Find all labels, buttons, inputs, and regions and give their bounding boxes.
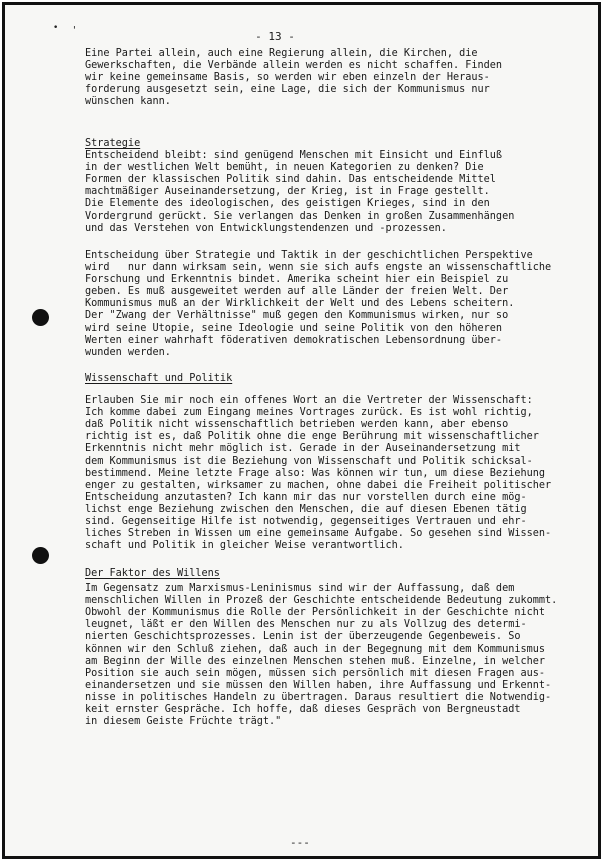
text-line: Der "Zwang der Verhältnisse" muß gegen den Kommunismus wirken, nur so xyxy=(85,310,509,322)
section-wissenschaft-und-politik xyxy=(85,373,580,552)
text-line: wir keine gemeinsame Basis, so werden wir eben einzeln der Heraus- xyxy=(85,72,490,84)
paragraph xyxy=(85,48,580,108)
text-line: Entscheidend bleibt: sind genügend Menschen mit Einsicht und Einfluß xyxy=(85,150,503,162)
text-line: Obwohl der Kommunismus die Rolle der Persönlichkeit in der Geschichte nicht xyxy=(85,607,546,619)
punch-hole xyxy=(32,309,49,326)
text-line: bestimmend. Meine letzte Frage also: Was können wir tun, um diese Beziehung xyxy=(85,467,546,479)
text-line: Entscheidung anzutasten? Ich kann mir das nur vorstellen durch eine mög- xyxy=(85,491,527,503)
text-line: schaft und Politik in gleicher Weise verantwortlich. xyxy=(85,540,404,552)
text-line: Ich komme dabei zum Eingang meines Vortrages zurück. Es ist wohl richtig, xyxy=(85,407,533,419)
section-heading: Der Faktor des Willens xyxy=(85,568,220,579)
text-line: liches Streben in Wissen um eine gemeinsame Aufgabe. So gesehen sind Wissen- xyxy=(85,528,552,540)
text-line: Eine Partei allein, auch eine Regierung allein, die Kirchen, die xyxy=(85,48,478,59)
text-line: einandersetzen und sie müssen den Willen haben, ihre Auffassung und Erkennt- xyxy=(85,679,552,691)
text-line: machtmäßiger Auseinandersetzung, der Krieg, ist in Frage gestellt. xyxy=(85,186,490,198)
text-line: Im Gegensatz zum Marxismus-Leninismus sind wir der Auffassung, daß dem xyxy=(85,583,515,595)
text-line: in diesem Geiste Früchte trägt." xyxy=(85,716,282,728)
text-line: am Beginn der Wille des einzelnen Menschen stehen muß. Einzelne, in welcher xyxy=(85,655,546,667)
text-line: Erlauben Sie mir noch ein offenes Wort an die Vertreter der Wissenschaft: xyxy=(85,395,533,407)
text-line: in der westlichen Welt bemüht, in neuen Kategorien zu denken? Die xyxy=(85,162,484,174)
text-line: wird nur dann wirksam sein, wenn sie sich aufs engste an wissenschaftliche xyxy=(85,262,552,274)
section-faktor-des-willens xyxy=(85,568,580,728)
page-number: - 13 - xyxy=(255,30,295,43)
punch-hole xyxy=(32,547,49,564)
text-line: Vordergrund gerückt. Sie verlangen das Denken in großen Zusammenhängen xyxy=(85,210,515,222)
text-line: wunden werden. xyxy=(85,346,171,358)
text-line: Formen der klassischen Politik sind dahin. Das entscheidende Mittel xyxy=(85,174,496,186)
text-line: wird seine Utopie, seine Ideologie und seine Politik von den höheren xyxy=(85,322,503,334)
text-line: nierten Geschichtsprozesses. Lenin ist der überzeugende Gegenbeweis. So xyxy=(85,631,521,643)
section-strategie xyxy=(85,138,580,235)
text-line: Erkenntnis nicht mehr möglich ist. Gerade in der Auseinandersetzung mit xyxy=(85,443,521,455)
text-line: keit ernster Gespräche. Ich hoffe, daß dieses Gespräch von Bergneustadt xyxy=(85,704,521,716)
text-line: dem Kommunismus ist die Beziehung von Wissenschaft und Politik schicksal- xyxy=(85,455,533,467)
text-line: nisse in politisches Handeln zu übertragen. Daraus resultiert die Notwendig- xyxy=(85,691,552,703)
text-line: geben. Es muß ausgeweitet werden auf alle Länder der freien Welt. Der xyxy=(85,286,509,298)
text-line: Position sie auch sein mögen, müssen sich persönlich mit diesen Fragen aus- xyxy=(85,667,546,679)
document-page xyxy=(2,2,601,859)
text-line: Die Elemente des ideologischen, des geistigen Krieges, sind in den xyxy=(85,198,490,210)
text-line: und das Verstehen von Entwicklungstendenzen und -prozessen. xyxy=(85,222,447,234)
text-line: daß Politik nicht wissenschaftlich betrieben werden kann, aber ebenso xyxy=(85,419,509,431)
section-heading: Strategie xyxy=(85,138,141,149)
text-line: forderung ausgesetzt sein, eine Lage, die sich der Kommunismus nur xyxy=(85,84,490,96)
text-line: menschlichen Willen in Prozeß der Geschichte entscheidende Bedeutung zukommt. xyxy=(85,595,558,607)
text-line: lichst enge Beziehung zwischen den Menschen, die auf diesen Ebenen tätig xyxy=(85,503,527,515)
text-line: Gewerkschaften, die Verbände allein werden es nicht schaffen. Finden xyxy=(85,60,503,72)
text-line: wünschen kann. xyxy=(85,96,171,108)
closing-mark: --- xyxy=(290,836,310,849)
stray-mark-dot: • xyxy=(53,23,59,33)
text-line: Forschung und Erkenntnis bindet. Amerika scheint hier ein Beispiel zu xyxy=(85,274,509,286)
section-heading: Wissenschaft und Politik xyxy=(85,373,233,384)
text-line: Kommunismus muß an der Wirklichkeit der Welt und des Lebens scheitern. xyxy=(85,298,515,310)
text-line: leugnet, läßt er den Willen des Menschen nur zu als Vollzug des determi- xyxy=(85,619,527,631)
text-line: können wir den Schluß ziehen, daß auch in der Begegnung mit dem Kommunismus xyxy=(85,643,546,655)
paragraph xyxy=(85,250,580,359)
stray-mark-tick: ' xyxy=(73,25,76,36)
text-line: sind. Gegenseitige Hilfe ist notwendig, gegenseitiges Vertrauen und ehr- xyxy=(85,516,527,528)
text-line: Entscheidung über Strategie und Taktik in der geschichtlichen Perspektive xyxy=(85,250,533,261)
text-line: richtig ist es, daß Politik ohne die enge Berührung mit wissenschaftlicher xyxy=(85,431,539,443)
text-line: Werten einer wahrhaft föderativen demokratischen Lebensordnung über- xyxy=(85,334,503,346)
text-line: enger zu gestalten, wirksamer zu machen, ohne dabei die Freiheit politischer xyxy=(85,479,552,491)
